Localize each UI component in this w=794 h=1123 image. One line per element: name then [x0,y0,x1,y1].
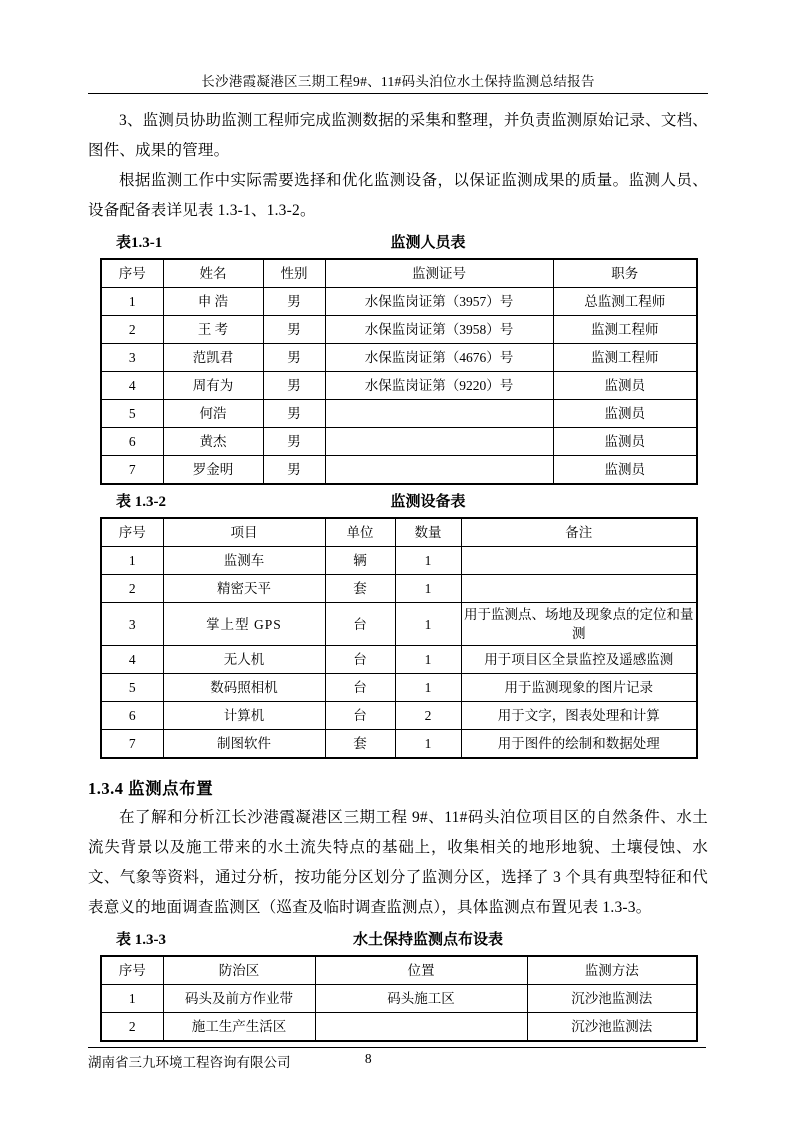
cell [461,575,697,603]
cell: 用于文字，图表处理和计算 [461,702,697,730]
cell: 台 [325,702,395,730]
cell: 2 [101,1013,163,1042]
cell: 1 [101,985,163,1013]
cell: 7 [101,456,163,485]
section-heading: 1.3.4 监测点布置 [88,779,214,798]
cell: 监测员 [553,372,697,400]
cell: 沉沙池监测法 [527,1013,697,1042]
page-number: 8 [364,1051,372,1066]
cell: 监测工程师 [553,344,697,372]
cell: 用于项目区全景监控及遥感监测 [461,646,697,674]
cell: 1 [101,288,163,316]
cell: 6 [101,702,163,730]
table3-caption-title: 水土保持监测点布设表 [352,932,503,948]
cell [325,400,553,428]
cell: 1 [395,575,461,603]
table-row [101,1013,697,1042]
table-row [101,288,697,316]
cell: 1 [395,730,461,759]
cell: 申 浩 [163,288,263,316]
cell: 1 [395,603,461,646]
table-header-row [101,259,697,288]
page-content [88,70,708,1042]
cell: 1 [395,674,461,702]
cell: 1 [395,646,461,674]
table2-col-1: 项目 [163,518,325,547]
cell: 4 [101,372,163,400]
cell: 施工生产生活区 [163,1013,315,1042]
footer-organization: 湖南省三九环境工程咨询有限公司 [88,1055,291,1070]
cell: 1 [395,547,461,575]
cell: 用于图件的绘制和数据处理 [461,730,697,759]
cell: 制图软件 [163,730,325,759]
table-row [101,646,697,674]
cell: 6 [101,428,163,456]
cell [315,1013,527,1042]
table3-caption-number: 表 1.3-3 [116,932,166,948]
paragraph-1: 3、监测员协助监测工程师完成监测数据的采集和整理，并负责监测原始记录、文档、图件、成果的管理。 [88,112,708,159]
table1-col-0: 序号 [101,259,163,288]
table-row [101,428,697,456]
table1-col-3: 监测证号 [325,259,553,288]
cell: 4 [101,646,163,674]
header-divider [88,93,708,94]
monitoring-points-table [100,955,698,1042]
table2-caption [88,490,708,514]
cell: 男 [263,372,325,400]
cell: 男 [263,400,325,428]
cell: 2 [395,702,461,730]
section-paragraph: 在了解和分析江长沙港霞凝港区三期工程 9#、11#码头泊位项目区的自然条件、水土流失背景以及施工带来的水土流失特点的基础上，收集相关的地形地貌、土壤侵蚀、水文、气象等资料，通过分析，按功能分区划分了监测分区，选择了 3 个具有典型特征和代表意义的地面调查监测区（巡查及临时调查监测点），具体监测点布置见表 1.3-3。 [88,809,708,916]
cell: 监测员 [553,428,697,456]
cell: 监测员 [553,400,697,428]
cell: 水保监岗证第（4676）号 [325,344,553,372]
table2-caption-title: 监测设备表 [390,494,466,510]
table3-col-2: 位置 [315,956,527,985]
table2-col-3: 数量 [395,518,461,547]
table-row [101,372,697,400]
table-row [101,603,697,646]
cell: 何浩 [163,400,263,428]
cell: 范凯君 [163,344,263,372]
cell: 罗金明 [163,456,263,485]
page-header [88,70,708,94]
cell: 监测员 [553,456,697,485]
cell: 监测车 [163,547,325,575]
cell: 码头施工区 [315,985,527,1013]
cell: 台 [325,603,395,646]
table-row [101,547,697,575]
cell: 沉沙池监测法 [527,985,697,1013]
cell: 男 [263,288,325,316]
table1-caption-title: 监测人员表 [390,235,466,251]
cell: 水保监岗证第（9220）号 [325,372,553,400]
cell: 无人机 [163,646,325,674]
header-title: 长沙港霞凝港区三期工程9#、11#码头泊位水土保持监测总结报告 [201,74,595,89]
cell: 2 [101,575,163,603]
equipment-table [100,517,698,759]
table1-caption [88,231,708,255]
cell: 5 [101,400,163,428]
table3-col-1: 防治区 [163,956,315,985]
table-row [101,674,697,702]
cell: 台 [325,646,395,674]
personnel-table [100,258,698,485]
cell: 监测工程师 [553,316,697,344]
table-row [101,575,697,603]
cell: 男 [263,428,325,456]
cell: 黄杰 [163,428,263,456]
table2-caption-number: 表 1.3-2 [116,494,166,510]
cell: 男 [263,344,325,372]
cell: 1 [101,547,163,575]
cell: 3 [101,603,163,646]
table-row [101,702,697,730]
cell: 码头及前方作业带 [163,985,315,1013]
cell: 2 [101,316,163,344]
cell: 3 [101,344,163,372]
cell: 台 [325,674,395,702]
cell: 数码照相机 [163,674,325,702]
cell: 7 [101,730,163,759]
footer-divider [88,1047,706,1048]
cell: 男 [263,456,325,485]
table-row [101,985,697,1013]
cell: 辆 [325,547,395,575]
page-footer [88,1047,706,1071]
table2-col-0: 序号 [101,518,163,547]
cell: 水保监岗证第（3957）号 [325,288,553,316]
table-row [101,400,697,428]
paragraph-2: 根据监测工作中实际需要选择和优化监测设备，以保证监测成果的质量。监测人员、设备配备表详见表 1.3-1、1.3-2。 [88,172,708,219]
table1-col-4: 职务 [553,259,697,288]
table-row [101,730,697,759]
table3-col-3: 监测方法 [527,956,697,985]
table2-col-2: 单位 [325,518,395,547]
cell: 总监测工程师 [553,288,697,316]
cell: 计算机 [163,702,325,730]
cell [461,547,697,575]
cell: 王 考 [163,316,263,344]
table-row [101,456,697,485]
table1-caption-number: 表1.3-1 [116,235,163,251]
cell: 掌上型 GPS [163,603,325,646]
cell: 用于监测点、场地及现象点的定位和量测 [461,603,697,646]
cell: 套 [325,730,395,759]
table-row [101,344,697,372]
table-row [101,316,697,344]
table1-col-2: 性别 [263,259,325,288]
cell: 5 [101,674,163,702]
cell: 周有为 [163,372,263,400]
table3-col-0: 序号 [101,956,163,985]
table-header-row [101,956,697,985]
cell [325,456,553,485]
cell: 水保监岗证第（3958）号 [325,316,553,344]
cell: 精密天平 [163,575,325,603]
table2-col-4: 备注 [461,518,697,547]
table3-caption [88,928,708,952]
cell: 用于监测现象的图片记录 [461,674,697,702]
cell: 男 [263,316,325,344]
table1-col-1: 姓名 [163,259,263,288]
cell [325,428,553,456]
table-header-row [101,518,697,547]
cell: 套 [325,575,395,603]
